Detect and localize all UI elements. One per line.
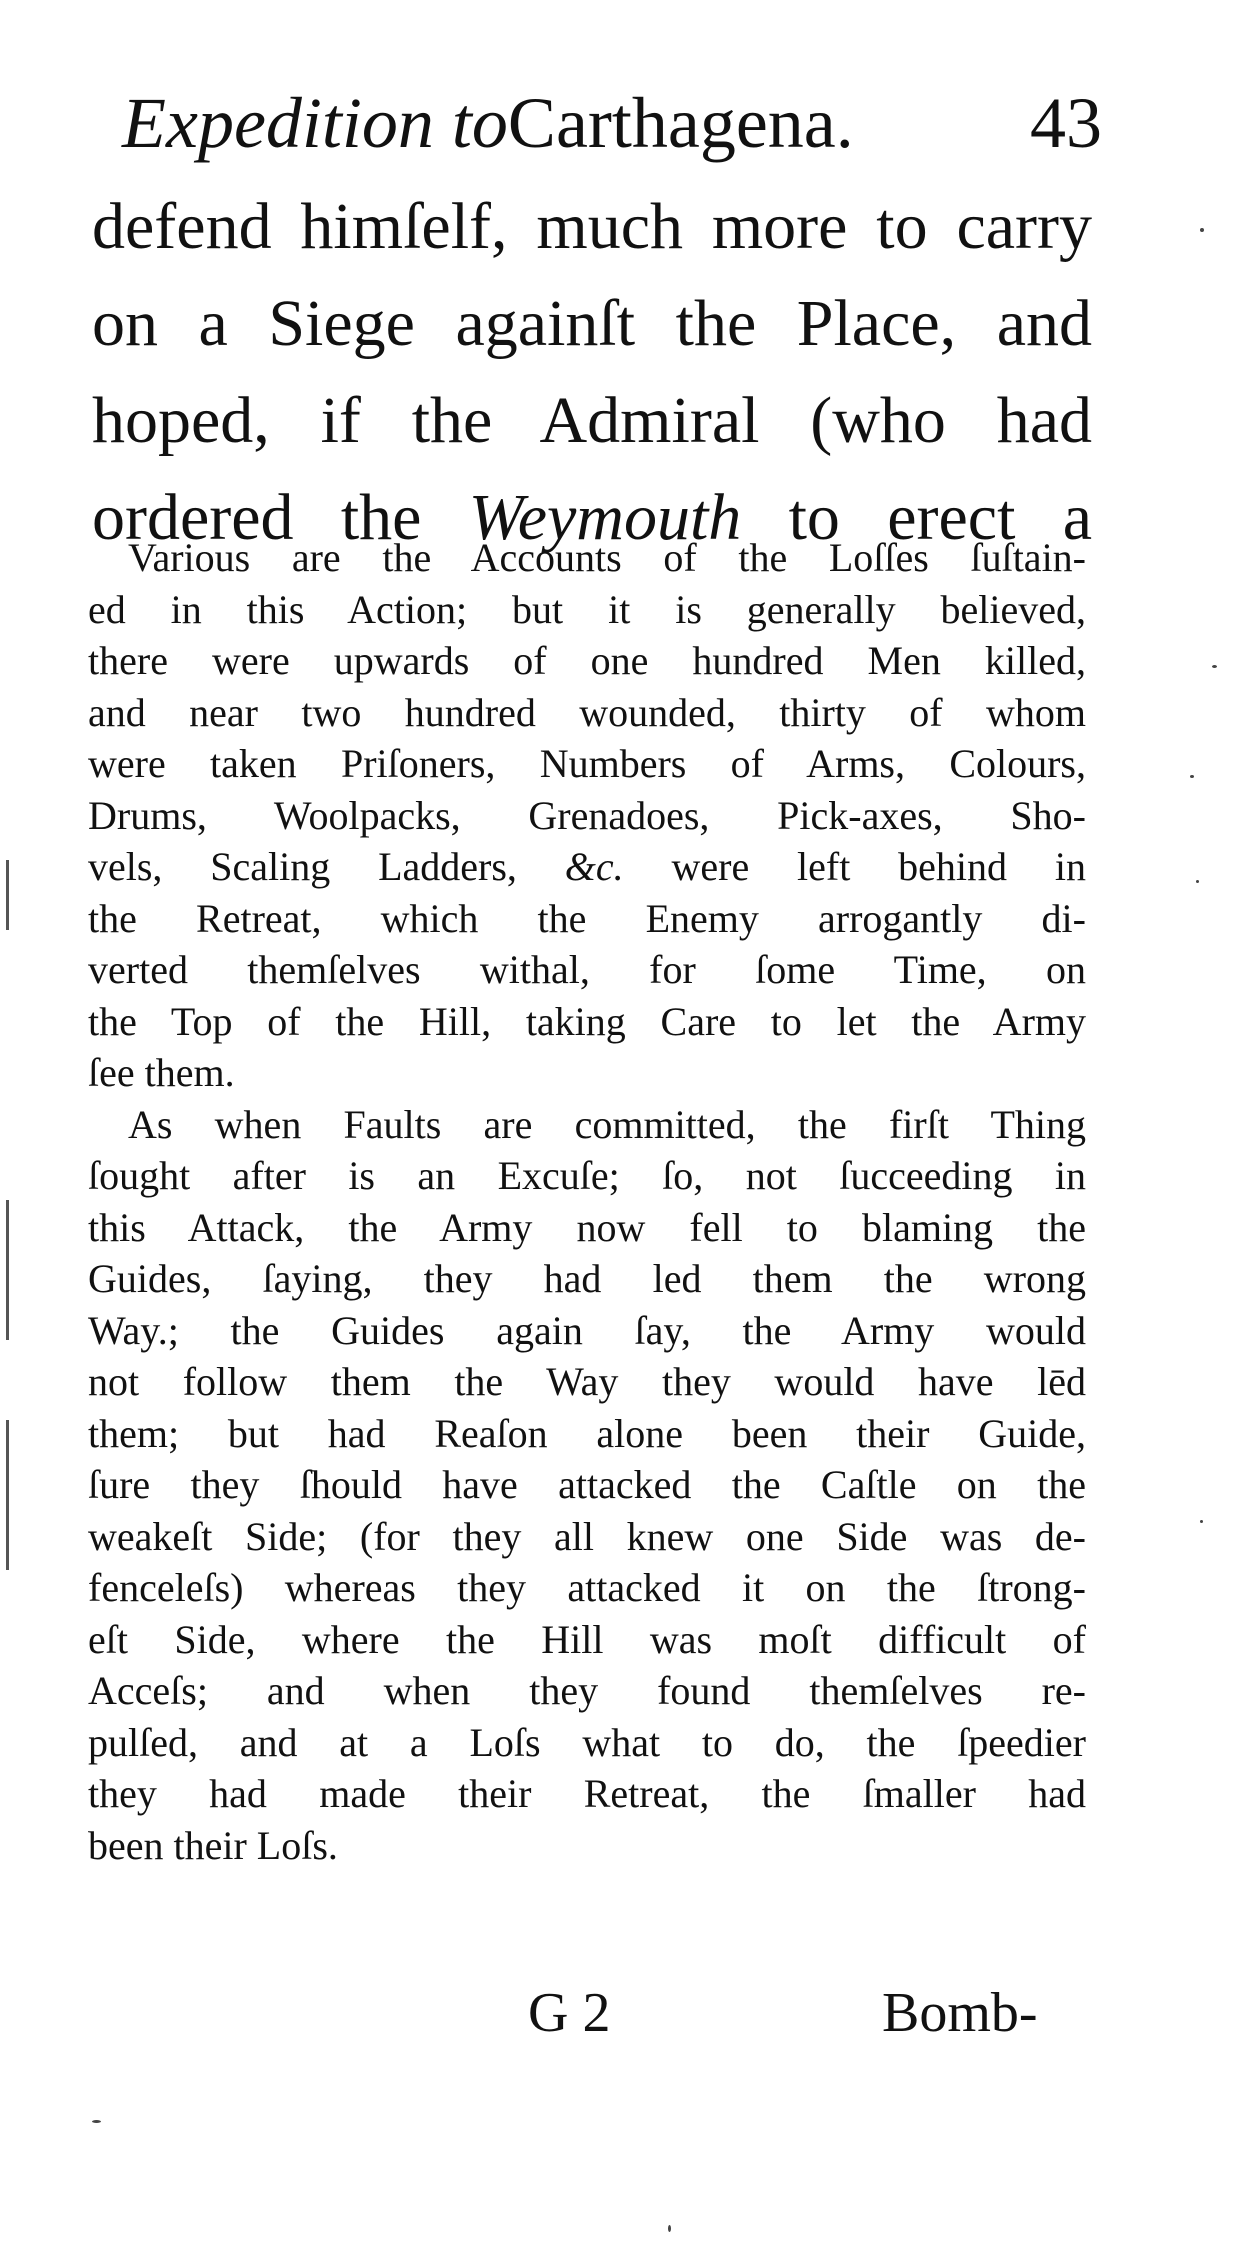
footnote-line: Acceſs; and when they found themſelves re- (88, 1668, 1086, 1713)
running-header (122, 78, 1102, 168)
scan-speck (1190, 775, 1194, 778)
scan-speck (1196, 880, 1199, 883)
main-text-segment: to erect a (788, 481, 1093, 554)
footnote-line: them; but had Reaſon alone been their Guide, (88, 1410, 1086, 1456)
page-number: 43 (1030, 83, 1102, 163)
scan-speck (1212, 665, 1217, 668)
main-text-line: on a Siege againſt the Place, and (92, 287, 1092, 360)
footnote-line: the Top of the Hill, taking Care to let the Army (88, 998, 1086, 1044)
footnote-line: this Attack, the Army now fell to blaming the (88, 1204, 1086, 1250)
footnote-segment: vels, Scaling Ladders, (88, 844, 517, 889)
footnote-line: ed in this Action; but it is generally believed, (88, 586, 1086, 632)
footnote-line: the Retreat, which the Enemy arrogantly di- (88, 895, 1086, 941)
main-text-line: defend himſelf, much more to carry (92, 190, 1092, 263)
footnote-line: Drums, Woolpacks, Grenadoes, Pick-axes, Sho- (88, 792, 1086, 838)
scan-edge-mark (6, 1420, 9, 1570)
footnote-line: not follow them the Way they would have lēd (88, 1359, 1086, 1404)
etc-abbreviation: &c. (564, 844, 624, 889)
footnote-segment: were left behind in (671, 844, 1086, 889)
scan-edge-mark (6, 1200, 9, 1340)
footnote-line (88, 841, 1086, 893)
footnote-line: fenceleſs) whereas they attacked it on the ſtrong- (88, 1565, 1086, 1610)
footnote-line: pulſed, and at a Loſs what to do, the ſpeedier (88, 1719, 1086, 1765)
footnote-line: Guides, ſaying, they had led them the wrong (88, 1256, 1086, 1301)
catchword: Bomb- (882, 1982, 1038, 2044)
footnote-line: weakeſt Side; (for they all knew one Side was de- (88, 1513, 1086, 1559)
scan-speck (1200, 228, 1204, 232)
footnote (88, 532, 1086, 1871)
ship-name-weymouth: Weymouth (468, 481, 742, 554)
main-text-segment: ordered the (92, 481, 422, 554)
header-title-italic: Expedition to (122, 83, 508, 163)
footnote-line: eſt Side, where the Hill was moſt difficult of (88, 1616, 1086, 1662)
main-text-line: hoped, if the Admiral (who had (92, 384, 1092, 457)
footnote-line: verted themſelves withal, for ſome Time, on (88, 947, 1086, 992)
footnote-line: they had made their Retreat, the ſmaller had (88, 1771, 1086, 1816)
scan-speck (668, 2225, 671, 2232)
footnote-line: As when Faults are committed, the firſt Thing (128, 1101, 1086, 1147)
footnote-line: were taken Priſoners, Numbers of Arms, Colours, (88, 741, 1086, 786)
scan-speck (1200, 1520, 1203, 1523)
footnote-line: Various are the Accounts of the Loſſes ſuſtain- (128, 535, 1086, 580)
footnote-line: been their Loſs. (88, 1822, 338, 1868)
footnote-line: and near two hundred wounded, thirty of whom (88, 689, 1086, 735)
scan-edge-mark (6, 860, 9, 930)
header-title-rest: Carthagena. (507, 83, 854, 163)
footnote-line: Way.; the Guides again ſay, the Army would (88, 1307, 1086, 1353)
footnote-line: there were upwards of one hundred Men killed, (88, 638, 1086, 683)
footnote-line: ſought after is an Excuſe; ſo, not ſucceeding in (88, 1153, 1086, 1198)
scan-speck (92, 2120, 101, 2123)
footnote-line: ſure they ſhould have attacked the Caſtle on the (88, 1462, 1086, 1507)
signature-mark: G 2 (528, 1982, 611, 2044)
main-text (92, 178, 1092, 566)
footnote-line: ſee them. (88, 1050, 235, 1095)
